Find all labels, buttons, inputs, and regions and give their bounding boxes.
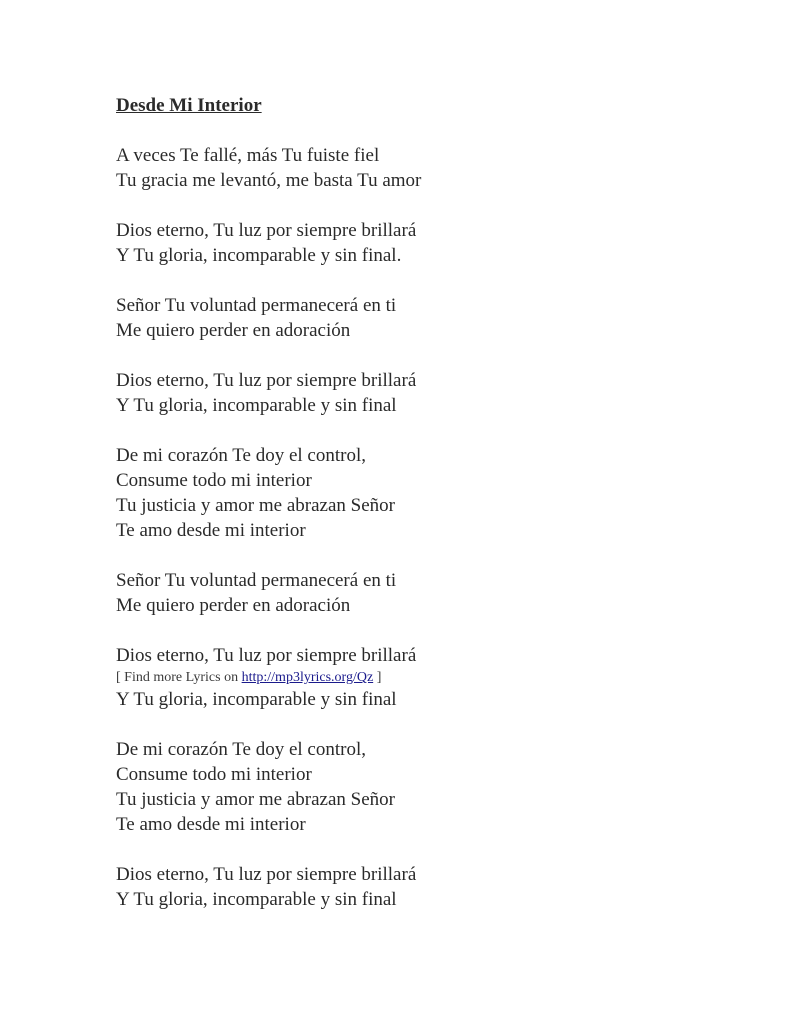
lyric-line: Y Tu gloria, incomparable y sin final — [116, 689, 397, 710]
stanza-1 — [116, 143, 756, 193]
ad-suffix: ] — [376, 670, 382, 685]
lyric-line: Consume todo mi interior — [116, 764, 312, 785]
lyric-line: Señor Tu voluntad permanecerá en ti — [116, 295, 397, 316]
lyric-line: Dios eterno, Tu luz por siempre brillará — [116, 864, 417, 885]
ad-prefix: [ Find more Lyrics on — [116, 670, 239, 685]
page-title: Desde Mi Interior — [116, 95, 262, 116]
stanza-7 — [116, 643, 756, 712]
lyric-line: Dios eterno, Tu luz por siempre brillará — [116, 370, 417, 391]
lyric-line: Tu gracia me levantó, me basta Tu amor — [116, 170, 422, 191]
lyric-line: Tu justicia y amor me abrazan Señor — [116, 495, 395, 516]
lyric-line: Señor Tu voluntad permanecerá en ti — [116, 570, 397, 591]
lyric-line: Tu justicia y amor me abrazan Señor — [116, 789, 395, 810]
stanza-5 — [116, 443, 756, 543]
lyric-line: Me quiero perder en adoración — [116, 320, 351, 341]
document-page — [116, 93, 756, 937]
stanza-4 — [116, 368, 756, 418]
lyric-line: A veces Te fallé, más Tu fuiste fiel — [116, 145, 380, 166]
lyric-line: De mi corazón Te doy el control, — [116, 739, 366, 760]
lyric-line: Dios eterno, Tu luz por siempre brillará — [116, 645, 417, 666]
lyrics-ad-notice — [116, 668, 756, 687]
lyric-line: Y Tu gloria, incomparable y sin final — [116, 395, 397, 416]
lyric-line: Te amo desde mi interior — [116, 520, 306, 541]
lyric-line: Te amo desde mi interior — [116, 814, 306, 835]
stanza-8 — [116, 737, 756, 837]
stanza-2 — [116, 218, 756, 268]
stanza-3 — [116, 293, 756, 343]
mp3lyrics-link[interactable]: http://mp3lyrics.org/Qz — [241, 670, 374, 685]
lyric-line: Dios eterno, Tu luz por siempre brillará — [116, 220, 417, 241]
lyric-line: De mi corazón Te doy el control, — [116, 445, 366, 466]
lyric-line: Y Tu gloria, incomparable y sin final. — [116, 245, 402, 266]
stanza-6 — [116, 568, 756, 618]
lyric-line: Consume todo mi interior — [116, 470, 312, 491]
lyric-line: Me quiero perder en adoración — [116, 595, 351, 616]
lyric-line: Y Tu gloria, incomparable y sin final — [116, 889, 397, 910]
stanza-9 — [116, 862, 756, 912]
